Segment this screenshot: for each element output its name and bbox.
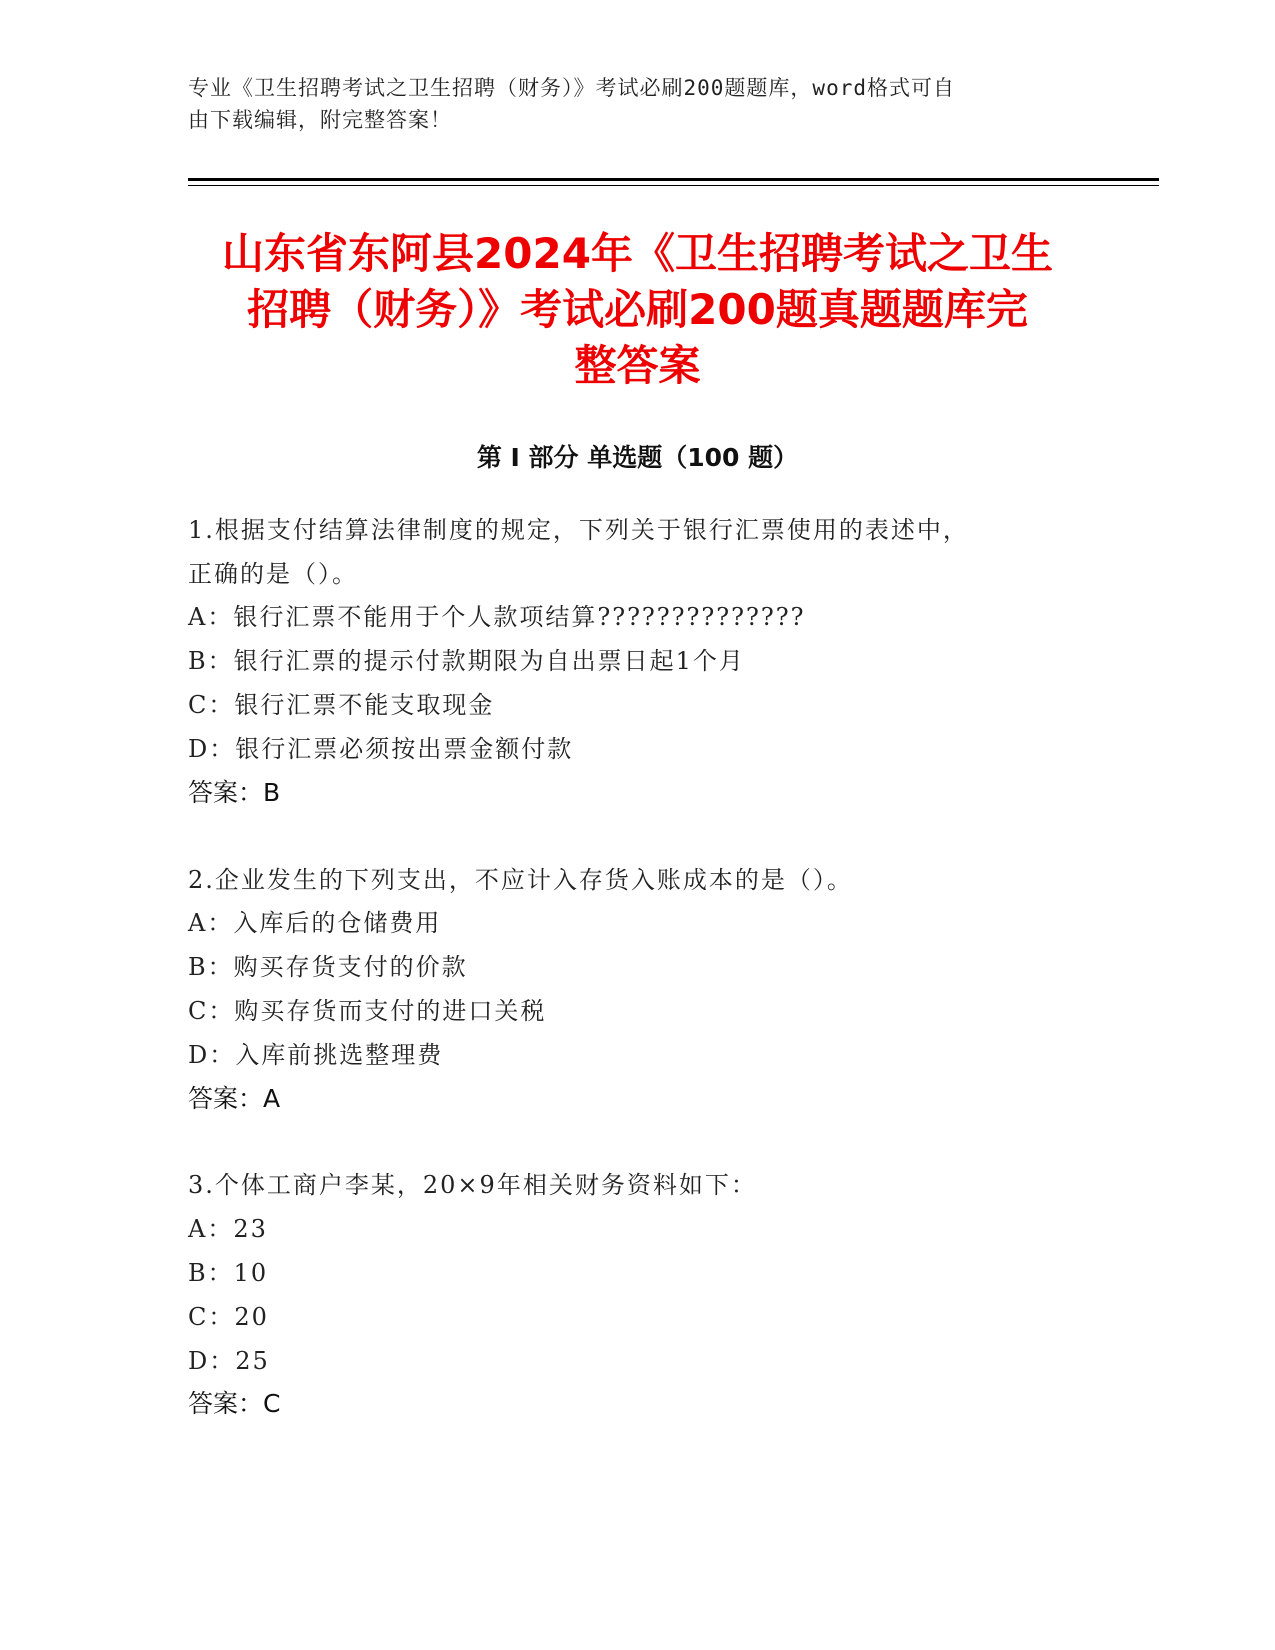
header-divider-thick xyxy=(188,178,1159,181)
question-2-option-a: A：入库后的仓储费用 xyxy=(188,909,442,937)
intro-line-1: 专业《卫生招聘考试之卫生招聘（财务）》考试必刷200题题库，word格式可自 xyxy=(188,76,955,100)
question-3-option-a: A：23 xyxy=(188,1215,268,1243)
question-3-stem: 3.个体工商户李某，20×9年相关财务资料如下： xyxy=(188,1171,757,1199)
question-1-stem-line-2: 正确的是（）。 xyxy=(188,560,358,588)
question-3-option-d: D：25 xyxy=(188,1347,270,1375)
title-line-1: 山东省东阿县2024年《卫生招聘考试之卫生 xyxy=(222,229,1053,278)
question-2-option-c: C：购买存货而支付的进口关税 xyxy=(188,997,547,1025)
section-heading: 第 I 部分 单选题（100 题） xyxy=(476,443,799,472)
question-2-option-d: D：入库前挑选整理费 xyxy=(188,1041,444,1069)
question-1-option-c: C：银行汇票不能支取现金 xyxy=(188,691,495,719)
question-3-option-c: C：20 xyxy=(188,1303,269,1331)
intro-line-2: 由下载编辑，附完整答案！ xyxy=(188,108,452,132)
question-1-option-b: B：银行汇票的提示付款期限为自出票日起1个月 xyxy=(188,647,745,675)
question-3-answer: 答案：C xyxy=(188,1389,281,1418)
question-2-answer: 答案：A xyxy=(188,1084,281,1113)
intro-text xyxy=(188,72,1088,136)
document-title xyxy=(150,226,1125,394)
question-1-stem-line-1: 1.根据支付结算法律制度的规定，下列关于银行汇票使用的表述中， xyxy=(188,516,969,544)
question-1-option-d: D：银行汇票必须按出票金额付款 xyxy=(188,735,574,763)
header-divider-thin xyxy=(188,185,1159,186)
question-1-option-a: A：银行汇票不能用于个人款项结算?????????????? xyxy=(188,603,806,631)
title-line-2: 招聘（财务）》考试必刷200题真题题库完 xyxy=(247,285,1028,334)
question-3-option-b: B：10 xyxy=(188,1259,269,1287)
question-2-stem: 2.企业发生的下列支出，不应计入存货入账成本的是（）。 xyxy=(188,866,853,894)
question-2-option-b: B：购买存货支付的价款 xyxy=(188,953,468,981)
title-line-3: 整答案 xyxy=(574,341,701,390)
question-1-answer: 答案：B xyxy=(188,778,281,807)
